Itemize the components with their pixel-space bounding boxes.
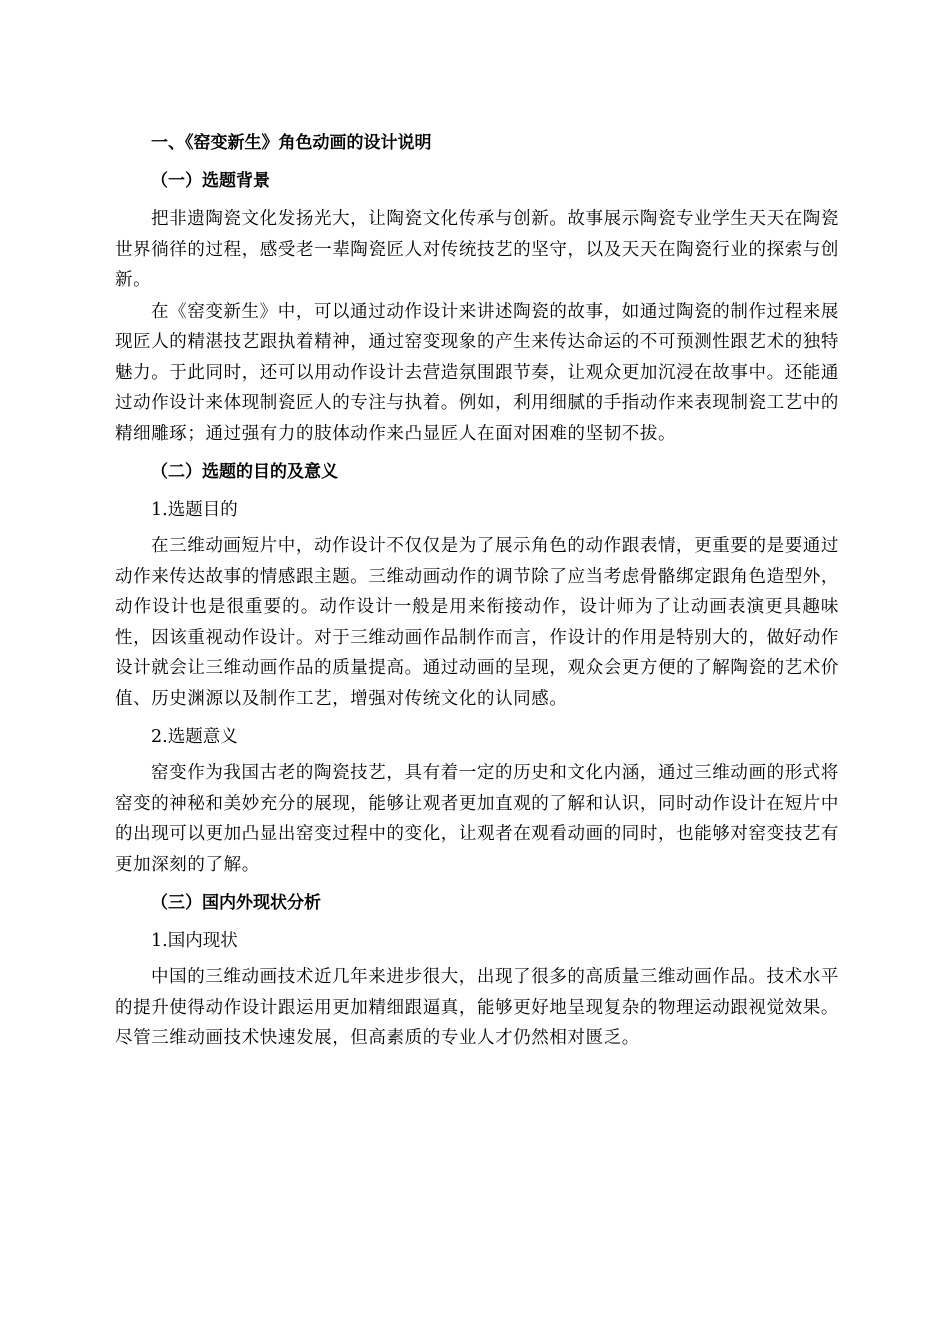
paragraph: 中国的三维动画技术近几年来进步很大，出现了很多的高质量三维动画作品。技术水平的提升使得动作设计跟运用更加精细跟逼真，能够更好地呈现复杂的物理运动跟视觉效果。尽管三维动画技术快速发展，但高素质的专业人才仍然相对匮乏。 <box>115 967 839 1048</box>
subsection-heading: 2.选题意义 <box>151 727 238 747</box>
section-heading-status: （三）国内外现状分析 <box>151 893 321 913</box>
paragraph: 把非遗陶瓷文化发扬光大，让陶瓷文化传承与创新。故事展示陶瓷专业学生天天在陶瓷世界徜徉的过程，感受老一辈陶瓷匠人对传统技艺的坚守，以及天天在陶瓷行业的探索与创新。 <box>115 209 839 290</box>
document-body <box>115 128 839 1062</box>
paragraph: 在《窑变新生》中，可以通过动作设计来讲述陶瓷的故事，如通过陶瓷的制作过程来展现匠人的精湛技艺跟执着精神，通过窑变现象的产生来传达命运的不可预测性跟艺术的独特魅力。于此同时，还可以用动作设计去营造氛围跟节奏，让观众更加沉浸在故事中。还能通过动作设计来体现制瓷匠人的专注与执着。例如，利用细腻的手指动作来表现制瓷工艺中的精细雕琢；通过强有力的肢体动作来凸显匠人在面对困难的坚韧不拔。 <box>115 301 839 444</box>
paragraph: 在三维动画短片中，动作设计不仅仅是为了展示角色的动作跟表情，更重要的是要通过动作来传达故事的情感跟主题。三维动画动作的调节除了应当考虑骨骼绑定跟角色造型外，动作设计也是很重要的。动作设计一般是用来衔接动作，设计师为了让动画表演更具趣味性，因该重视动作设计。对于三维动画作品制作而言，作设计的作用是特别大的，做好动作设计就会让三维动画作品的质量提高。通过动画的呈现，观众会更方便的了解陶瓷的艺术价值、历史渊源以及制作工艺，增强对传统文化的认同感。 <box>115 536 839 709</box>
document-title: 一、《窑变新生》角色动画的设计说明 <box>151 133 432 153</box>
section-heading-background: （一）选题背景 <box>151 171 270 191</box>
subsection-heading: 1.国内现状 <box>151 931 238 951</box>
section-heading-purpose: （二）选题的目的及意义 <box>151 462 338 482</box>
subsection-heading: 1.选题目的 <box>151 500 238 520</box>
paragraph: 窑变作为我国古老的陶瓷技艺，具有着一定的历史和文化内涵，通过三维动画的形式将窑变的神秘和美妙充分的展现，能够让观者更加直观的了解和认识，同时动作设计在短片中的出现可以更加凸显出窑变过程中的变化，让观者在观看动画的同时，也能够对窑变技艺有更加深刻的了解。 <box>115 763 839 875</box>
